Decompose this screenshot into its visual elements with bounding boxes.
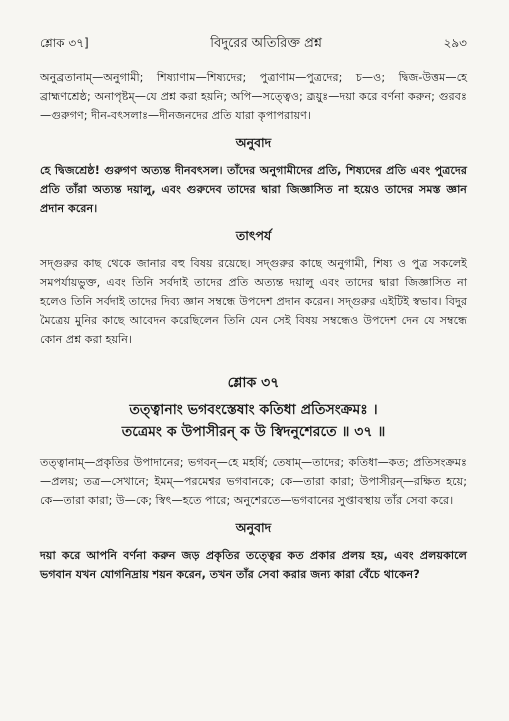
translation-heading-2: অনুবাদ <box>235 520 272 535</box>
header-chapter-title: বিদুরের অতিরিক্ত প্রশ্ন <box>210 36 322 51</box>
page-number: ২৯৩ <box>443 36 467 50</box>
purport-heading: তাৎপর্য <box>235 228 272 243</box>
header-verse-ref: শ্লোক ৩৭] <box>40 36 89 50</box>
synonyms-top: অনুব্রতানাম্—অনুগামী; শিষ্যাণাম—শিষ্যদের; পুত্রাণাম—পুত্রদের; চ—ও; দ্বিজ-উত্তম—হে ব্রাহ্মণশ্রেষ্ঠ; অনাপৃষ্টম্—যে প্রশ্ন করা হয়নি; অপি—সত্ত্বেও; ব্রূয়ুঃ—দয়া করে বর্ণনা করুন; গুরবঃ—গুরুগণ; দীন-বৎসলাঃ—দীনজনদের প্রতি যারা কৃপাপরায়ণ। <box>40 71 467 122</box>
translation-heading-1: অনুবাদ <box>235 135 272 150</box>
translation-text-1: হে দ্বিজশ্রেষ্ঠ! গুরুগণ অত্যন্ত দীনবৎসল। তাঁদের অনুগামীদের প্রতি, শিষ্যদের প্রতি এবং পুত্রদের প্রতি তাঁরা অত্যন্ত দয়ালু, এবং গুরুদেব তাদের দ্বারা জিজ্ঞাসিত না হয়েও তাদের সমস্ত জ্ঞান প্রদান করেন। <box>40 164 467 215</box>
purport-text: সদ্গুরুর কাছ থেকে জানার বহু বিষয় রয়েছে। সদ্গুরুর কাছে অনুগামী, শিষ্য ও পুত্র সকলেই সমপর্যায়ভুক্ত, এবং তিনি সর্বদাই তাদের প্রতি অত্যন্ত দয়ালু এবং তাদের দ্বারা জিজ্ঞাসিত না হলেও তিনি সর্বদাই তাদের দিব্য জ্ঞান সম্বন্ধে উপদেশ প্রদান করেন। সদ্গুরুর এইটিই স্বভাব। বিদুর মৈত্রেয় মুনির কাছে আবেদন করেছিলেন তিনি যেন সেই বিষয় সম্বন্ধেও উপদেশ দেন যে সম্বন্ধে কোন প্রশ্ন করা হয়নি। <box>40 257 467 346</box>
synonyms-verse: তত্ত্বানাম্—প্রকৃতির উপাদানের; ভগবন্—হে মহর্ষি; তেষাম্—তাদের; কতিধা—কত; প্রতিসংক্রমঃ—প্রলয়; তত্র—সেখানে; ইমম্—পরমেশ্বর ভগবানকে; কে—তারা কারা; উপাসীরন্—রক্ষিত হয়ে; কে—তারা কারা; উ—কে; স্বিৎ—হতে পারে; অনুশেরতে—ভগবানের সুপ্তাবস্থায় তাঁর সেবা করে। <box>40 456 467 507</box>
running-header <box>40 34 467 54</box>
verse-line-1: তত্ত্বানাং ভগবংস্তেষাং কতিধা প্রতিসংক্রমঃ । <box>129 402 378 418</box>
verse-title: শ্লোক ৩৭ <box>227 375 280 391</box>
verse-line-2: তত্রেমং ক উপাসীরন্ ক উ স্বিদনুশেরতে ॥ ৩৭ ॥ <box>121 424 386 440</box>
translation-text-2: দয়া করে আপনি বর্ণনা করুন জড় প্রকৃতির তত্ত্বের কত প্রকার প্রলয় হয়, এবং প্রলয়কালে ভগবান যখন যোগনিদ্রায় শয়ন করেন, তখন তাঁর সেবা করার জন্য কারা বেঁচে থাকেন? <box>40 549 467 581</box>
